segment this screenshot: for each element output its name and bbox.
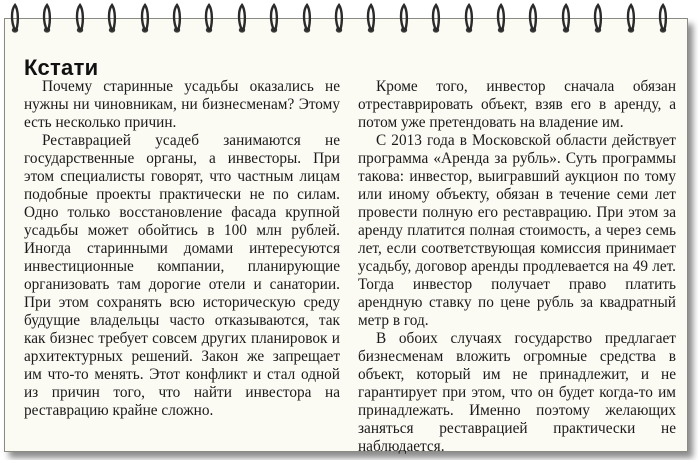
binder-ring-icon (431, 2, 441, 36)
binder-ring-icon (75, 2, 85, 36)
binder-ring-icon (204, 2, 214, 36)
binder-ring-icon (107, 2, 117, 36)
binder-ring-icon (42, 2, 52, 36)
sidebar-heading: Кстати (24, 55, 99, 80)
paragraph-rent-program: С 2013 года в Московской области действует программа «Аренда за рубль». Суть программы такова: инвестор, выигравший аукцион по тому или иному объекту, обязан в течение семи лет провести полную его реставрацию. При этом за аренду платится полная стоимость, а через семь лет, если соответствующая комиссия принимает усадьбу, договор аренды продлевается на 49 лет. Тогда инвестор получает право платить арендную ставку по цене рубль за квадратный метр в год. (358, 132, 676, 329)
binder-ring-icon (528, 2, 538, 36)
paragraph-restoration-first: Кроме того, инвестор сначала обязан отреставрировать объект, взяв его в аренду, а потом уже претендовать на владение им. (358, 78, 676, 131)
left-column (24, 78, 340, 420)
binder-ring-icon (658, 2, 668, 36)
binder-ring-icon (626, 2, 636, 36)
binder-ring-icon (237, 2, 247, 36)
binder-ring-icon (593, 2, 603, 36)
binder-ring-icon (561, 2, 571, 36)
paragraph-investors: Реставрацией усадеб занимаются не государственные органы, а инвесторы. При этом специалисты говорят, что частным лицам подобные проекты практически не по силам. Одно только восстановление фасада крупной усадьбы может обойтись в 100 млн рублей. Иногда старинными домами интересуются инвестиционные компании, планирующие организовать там дорогие отели и санатории. При этом сохранять всю историческую среду будущие владельцы часто отказываются, так как бизнес требует совсем других планировок и архитектурных решений. Закон же запрещает им что-то менять. Этот конфликт и стал одной из причин того, что найти инвестора на реставрацию крайне сложно. (24, 132, 340, 419)
binder-ring-icon (302, 2, 312, 36)
binder-ring-icon (334, 2, 344, 36)
spiral-binding (0, 0, 698, 40)
binder-ring-icon (399, 2, 409, 36)
binder-ring-icon (366, 2, 376, 36)
binder-ring-icon (140, 2, 150, 36)
binder-ring-icon (10, 2, 20, 36)
binder-ring-icon (464, 2, 474, 36)
right-column (358, 78, 676, 456)
paragraph-conclusion: В обоих случаях государство предлагает бизнесменам вложить огромные средства в объект, который им не принадлежит, и не гарантирует при этом, что он будет когда-то им принадлежать. Именно поэтому желающих заняться реставрацией практически не наблюдается. (358, 330, 676, 455)
binder-ring-icon (496, 2, 506, 36)
paragraph-intro: Почему старинные усадьбы оказались не нужны ни чиновникам, ни бизнесменам? Этому есть несколько причин. (24, 78, 340, 131)
binder-ring-icon (269, 2, 279, 36)
binder-ring-icon (172, 2, 182, 36)
